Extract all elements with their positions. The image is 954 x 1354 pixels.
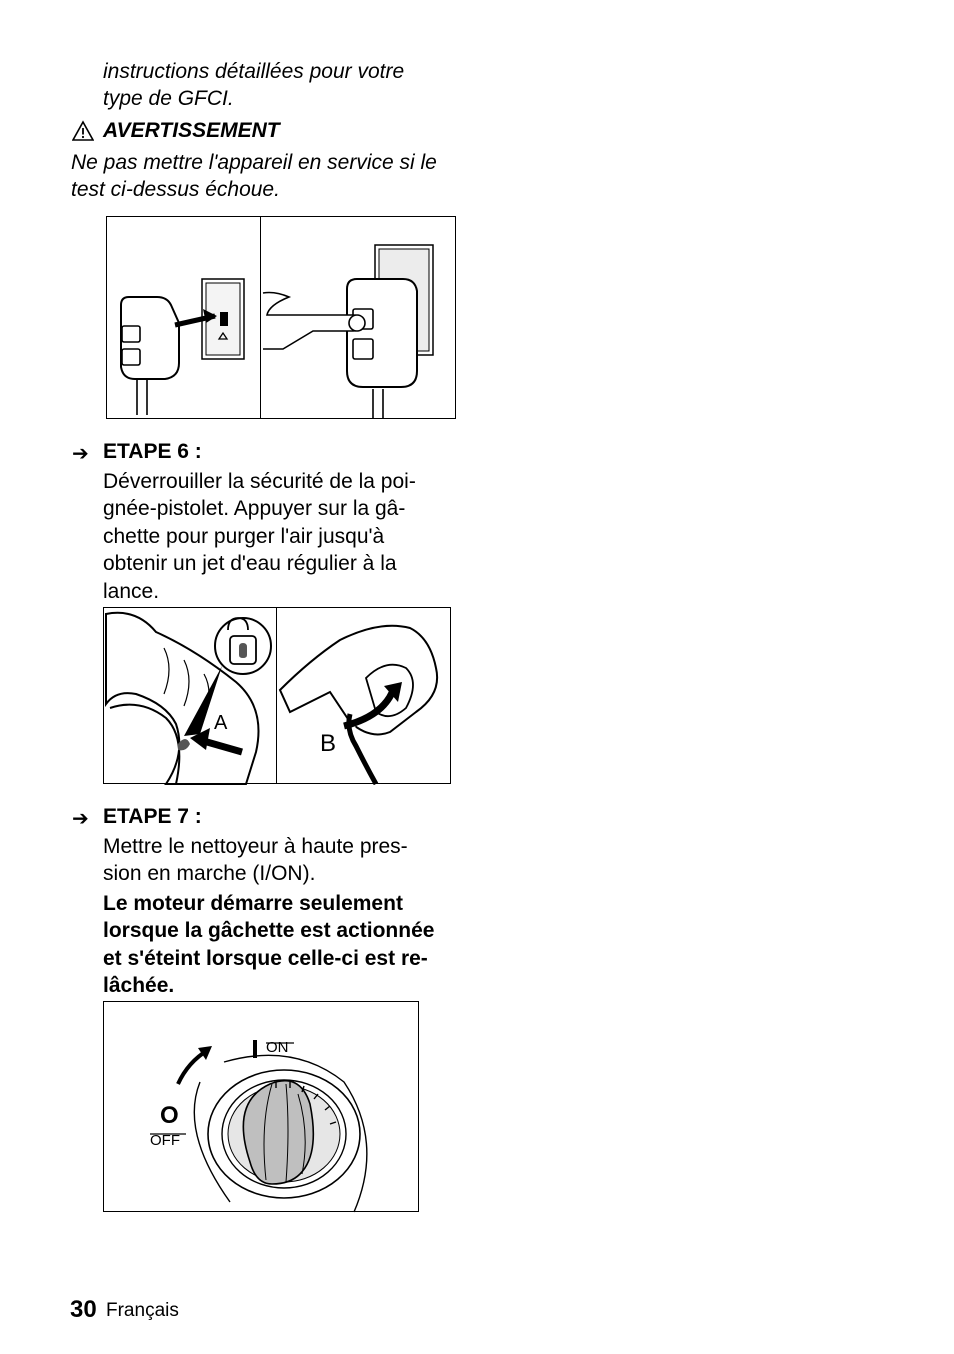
- label-b: B: [320, 730, 337, 757]
- step7-heading: ETAPE 7 :: [103, 805, 202, 828]
- step6-line-4: obtenir un jet d'eau régulier à la: [103, 552, 397, 575]
- step6-heading: ETAPE 6 :: [103, 440, 202, 463]
- footer-language: Français: [106, 1300, 179, 1321]
- intro-line-1: instructions détaillées pour votre: [103, 60, 405, 83]
- step6-line-3: chette pour purger l'air jusqu'à: [103, 525, 385, 548]
- trigger-gun-figure: [103, 607, 451, 784]
- switch-off-symbol: O: [160, 1102, 179, 1129]
- switch-off-label: OFF: [150, 1132, 180, 1149]
- gfci-plug-illustration: [107, 217, 457, 420]
- warning-triangle-icon: [72, 120, 94, 142]
- power-switch-illustration: [104, 1002, 420, 1213]
- step7-bold-line-1: Le moteur démarre seulement: [103, 892, 403, 915]
- warning-line-1: Ne pas mettre l'appareil en service si le: [71, 151, 437, 174]
- trigger-gun-illustration: [104, 608, 452, 785]
- step7-bold-line-3: et s'éteint lorsque celle-ci est re-: [103, 947, 428, 970]
- warning-line-2: test ci-dessus échoue.: [71, 178, 280, 201]
- power-switch-figure: [103, 1001, 419, 1212]
- step7-arrow-icon: ➔: [72, 808, 89, 830]
- step7-line-2: sion en marche (I/ON).: [103, 862, 316, 885]
- intro-line-2: type de GFCI.: [103, 87, 234, 110]
- step7-line-1: Mettre le nettoyeur à haute pres-: [103, 835, 408, 858]
- gfci-plug-figure: [106, 216, 456, 419]
- switch-on-label: ON: [266, 1039, 289, 1056]
- step6-line-2: gnée-pistolet. Appuyer sur la gâ-: [103, 497, 406, 520]
- page-number: 30: [70, 1296, 97, 1323]
- label-a: A: [214, 712, 228, 734]
- warning-title: AVERTISSEMENT: [103, 119, 280, 142]
- step6-arrow-icon: ➔: [72, 443, 89, 465]
- step6-line-1: Déverrouiller la sécurité de la poi-: [103, 470, 416, 493]
- step7-bold-line-2: lorsque la gâchette est actionnée: [103, 919, 435, 942]
- step6-line-5: lance.: [103, 580, 160, 603]
- step7-bold-line-4: lâchée.: [103, 974, 175, 997]
